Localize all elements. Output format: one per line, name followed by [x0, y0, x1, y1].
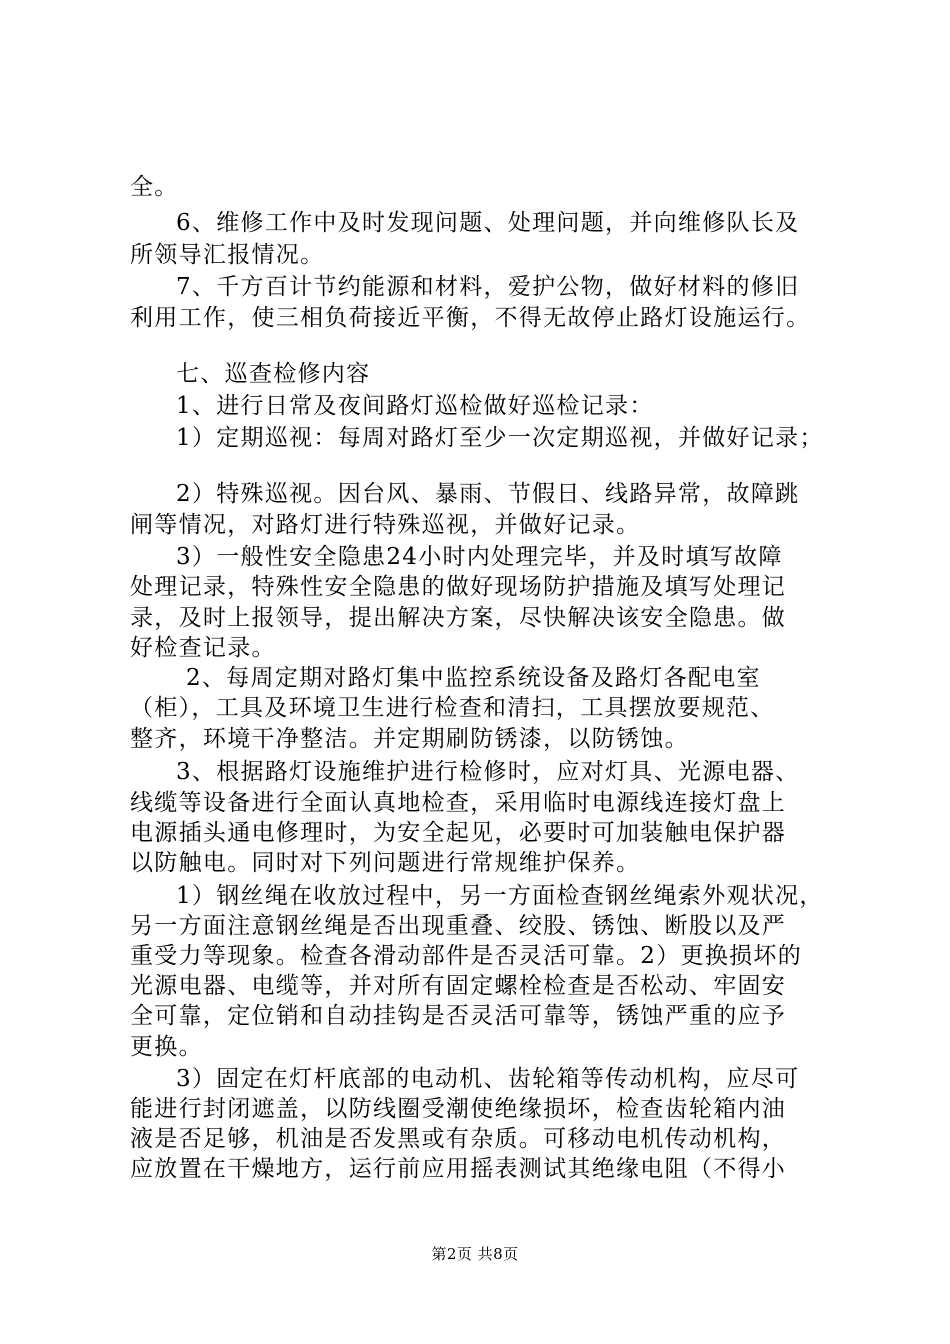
text-line: 全可靠，定位销和自动挂钩是否灵活可靠等，锈蚀严重的应予 — [130, 1003, 787, 1029]
text-line: 闸等情况，对路灯进行特殊巡视，并做好记录。 — [130, 512, 641, 538]
text-line: 2、每周定期对路灯集中监控系统设备及路灯各配电室 — [186, 665, 761, 691]
text-line: 能进行封闭遮盖，以防线圈受潮使绝缘损坏，检查齿轮箱内油 — [130, 1096, 787, 1122]
text-line: 应放置在干燥地方，运行前应用摇表测试其绝缘电阻（不得小 — [130, 1156, 787, 1182]
text-line: 6、维修工作中及时发现问题、处理问题，并向维修队长及 — [176, 210, 800, 236]
page-footer — [0, 1244, 950, 1264]
text-line: 电源插头通电修理时，为安全起见，必要时可加装触电保护器 — [130, 820, 787, 846]
text-line: 录，及时上报领导，提出解决方案，尽快解决该安全隐患。做 — [130, 605, 787, 631]
text-line: 3、根据路灯设施维护进行检修时，应对灯具、光源电器、 — [176, 759, 800, 785]
text-line: 线缆等设备进行全面认真地检查，采用临时电源线连接灯盘上 — [130, 790, 787, 816]
text-line: 以防触电。同时对下列问题进行常规维护保养。 — [130, 850, 641, 876]
text-line: 3）固定在灯杆底部的电动机、齿轮箱等传动机构，应尽可 — [176, 1066, 800, 1092]
text-line: 更换。 — [130, 1034, 203, 1060]
text-line: 全。 — [130, 174, 179, 200]
text-line: 1）定期巡视：每周对路灯至少一次定期巡视，并做好记录； — [176, 425, 824, 451]
text-line: 光源电器、电缆等，并对所有固定螺栓检查是否松动、牢固安 — [130, 973, 787, 999]
text-line: 所领导汇报情况。 — [130, 242, 325, 268]
text-line: 整齐，环境干净整洁。并定期刷防锈漆，以防锈蚀。 — [130, 726, 689, 752]
text-line: 另一方面注意钢丝绳是否出现重叠、绞股、锈蚀、断股以及严 — [130, 913, 787, 939]
text-line: 利用工作，使三相负荷接近平衡，不得无故停止路灯设施运行。 — [130, 305, 811, 331]
section-heading: 七、巡查检修内容 — [176, 361, 371, 387]
text-line: 2）特殊巡视。因台风、暴雨、节假日、线路异常，故障跳 — [176, 481, 800, 507]
text-line: 处理记录，特殊性安全隐患的做好现场防护措施及填写处理记 — [130, 574, 787, 600]
text-line: 1）钢丝绳在收放过程中，另一方面检查钢丝绳索外观状况， — [176, 883, 824, 909]
text-line: 1、进行日常及夜间路灯巡检做好巡检记录： — [176, 393, 654, 419]
text-line: 好检查记录。 — [130, 635, 276, 661]
text-line: （柜），工具及环境卫生进行检查和清扫，工具摆放要规范、 — [130, 695, 775, 721]
text-line: 3）一般性安全隐患24小时内处理完毕，并及时填写故障 — [176, 544, 783, 570]
text-line: 液是否足够，机油是否发黑或有杂质。可移动电机传动机构， — [130, 1126, 787, 1152]
text-line: 7、千方百计节约能源和材料，爱护公物，做好材料的修旧 — [176, 274, 800, 300]
page-number: 第2页 共8页 — [431, 1245, 519, 1263]
text-line: 重受力等现象。检查各滑动部件是否灵活可靠。2）更换损坏的 — [130, 943, 803, 969]
